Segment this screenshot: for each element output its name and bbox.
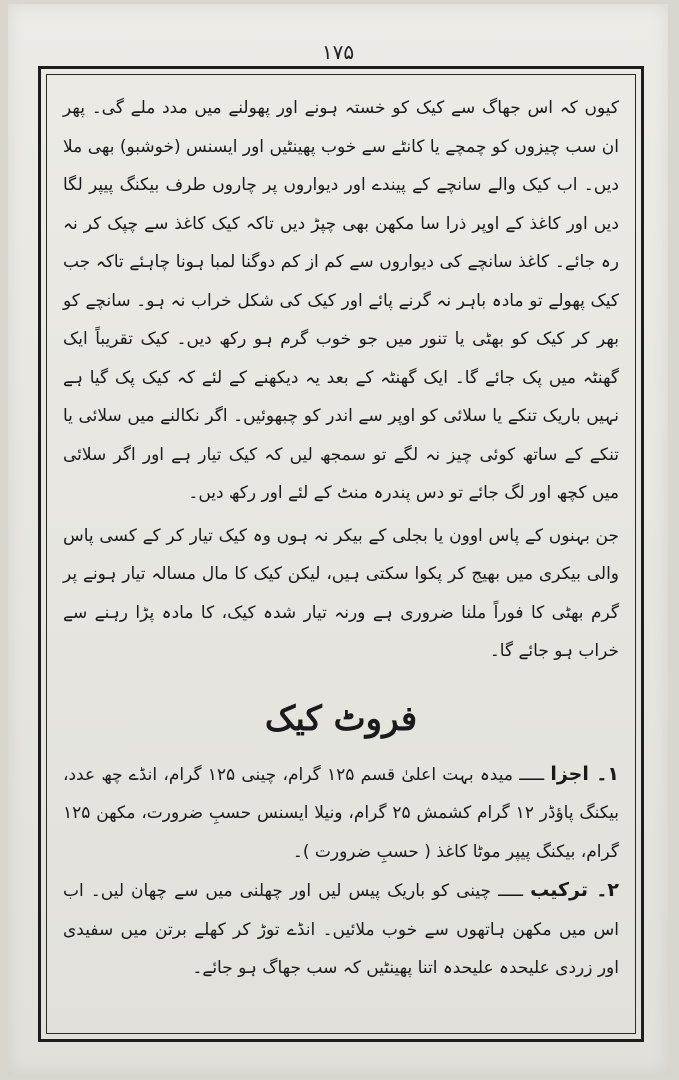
step-dash: ـــــ bbox=[491, 881, 524, 901]
body-paragraph-2: جن بہنوں کے پاس اوون یا بجلی کے بیکر نہ ہوں وہ کیک تیار کر کے کسی پاس والی بیکری میں بھیج کر پکوا سکتی ہیں، لیکن کیک کا مال مسالہ تیار ہونے پر گرم بھٹی کا فوراً ملنا ضروری ہے ورنہ تیار شدہ کیک، کا مادہ پڑا رہنے سے خراب ہو جائے گا۔ bbox=[63, 525, 619, 661]
recipe-title: فروٹ کیک bbox=[264, 698, 418, 739]
method-text: چینی کو باریک پیس لیں اور چھلنی میں سے چھان لیں۔ اب اس میں مکھن ہاتھوں سے خوب ملائیں۔ انڈے توڑ کر کھلے برتن میں سفیدی اور زردی علیحدہ علیحدہ اتنا پھینٹیں کہ سب جھاگ ہو جائے۔ bbox=[63, 881, 619, 978]
method-step bbox=[63, 871, 619, 988]
book-page bbox=[8, 4, 668, 1074]
step-dash: ـــــ bbox=[512, 764, 545, 785]
method-label: ۲۔ ترکیب bbox=[530, 879, 619, 901]
text-frame-inner bbox=[46, 74, 636, 1034]
ingredients-label: ۱۔ اجزا bbox=[550, 762, 620, 785]
ingredients-text: میدہ بہت اعلیٰ قسم ۱۲۵ گرام، چینی ۱۲۵ گرام، انڈے چھ عدد، بیکنگ پاؤڈر ۱۲ گرام کشمش ۲۵ گرام، ونیلا ایسنس حسبِ ضرورت، مکھن ۱۲۵ گرام، بیکنگ پیپر موٹا کاغذ ( حسبِ ضرورت )۔ bbox=[63, 764, 619, 862]
page-number: ۱۷۵ bbox=[321, 40, 355, 64]
body-paragraph-1: کیوں کہ اس جھاگ سے کیک کو خستہ ہونے اور پھولنے میں مدد ملے گی۔ پھر ان سب چیزوں کو چمچے یا کانٹے سے خوب پھینٹیں اور ایسنس (خوشبو) بھی ملا دیں۔ اب کیک والے سانچے کے پیندے اور دیواروں پر چاروں طرف بیکنگ پیپر لگا دیں اور کاغذ کے اوپر ذرا سا مکھن بھی چپڑ دیں تاکہ کیک کاغذ سے چپک کر نہ رہ جائے۔ کاغذ سانچے کی دیواروں سے کم از کم دوگنا لمبا ہونا چاہئے تاکہ جب کیک پھولے تو مادہ باہر نہ گرنے پائے اور کیک کی شکل خراب نہ ہو۔ سانچے کو بھر کر کیک کو بھٹی یا تنور میں جو خوب گرم ہو رکھ دیں۔ کیک تقریباً ایک گھنٹہ میں پک جائے گا۔ ایک گھنٹہ کے بعد یہ دیکھنے کے لئے کہ کیک پک گیا ہے نہیں باریک تنکے یا سلائی کو اوپر سے اندر کو چبھوئیں۔ اگر نکالنے میں سلائی یا تنکے کے ساتھ کوئی چیز نہ لگے تو سمجھ لیں کہ کیک تیار ہے اور اگر سلائی میں کچھ اور لگ جائے تو دس پندرہ منٹ کے لئے اور رکھ دیں۔ bbox=[63, 98, 619, 503]
text-frame bbox=[38, 66, 644, 1042]
ingredients-step bbox=[63, 755, 619, 872]
